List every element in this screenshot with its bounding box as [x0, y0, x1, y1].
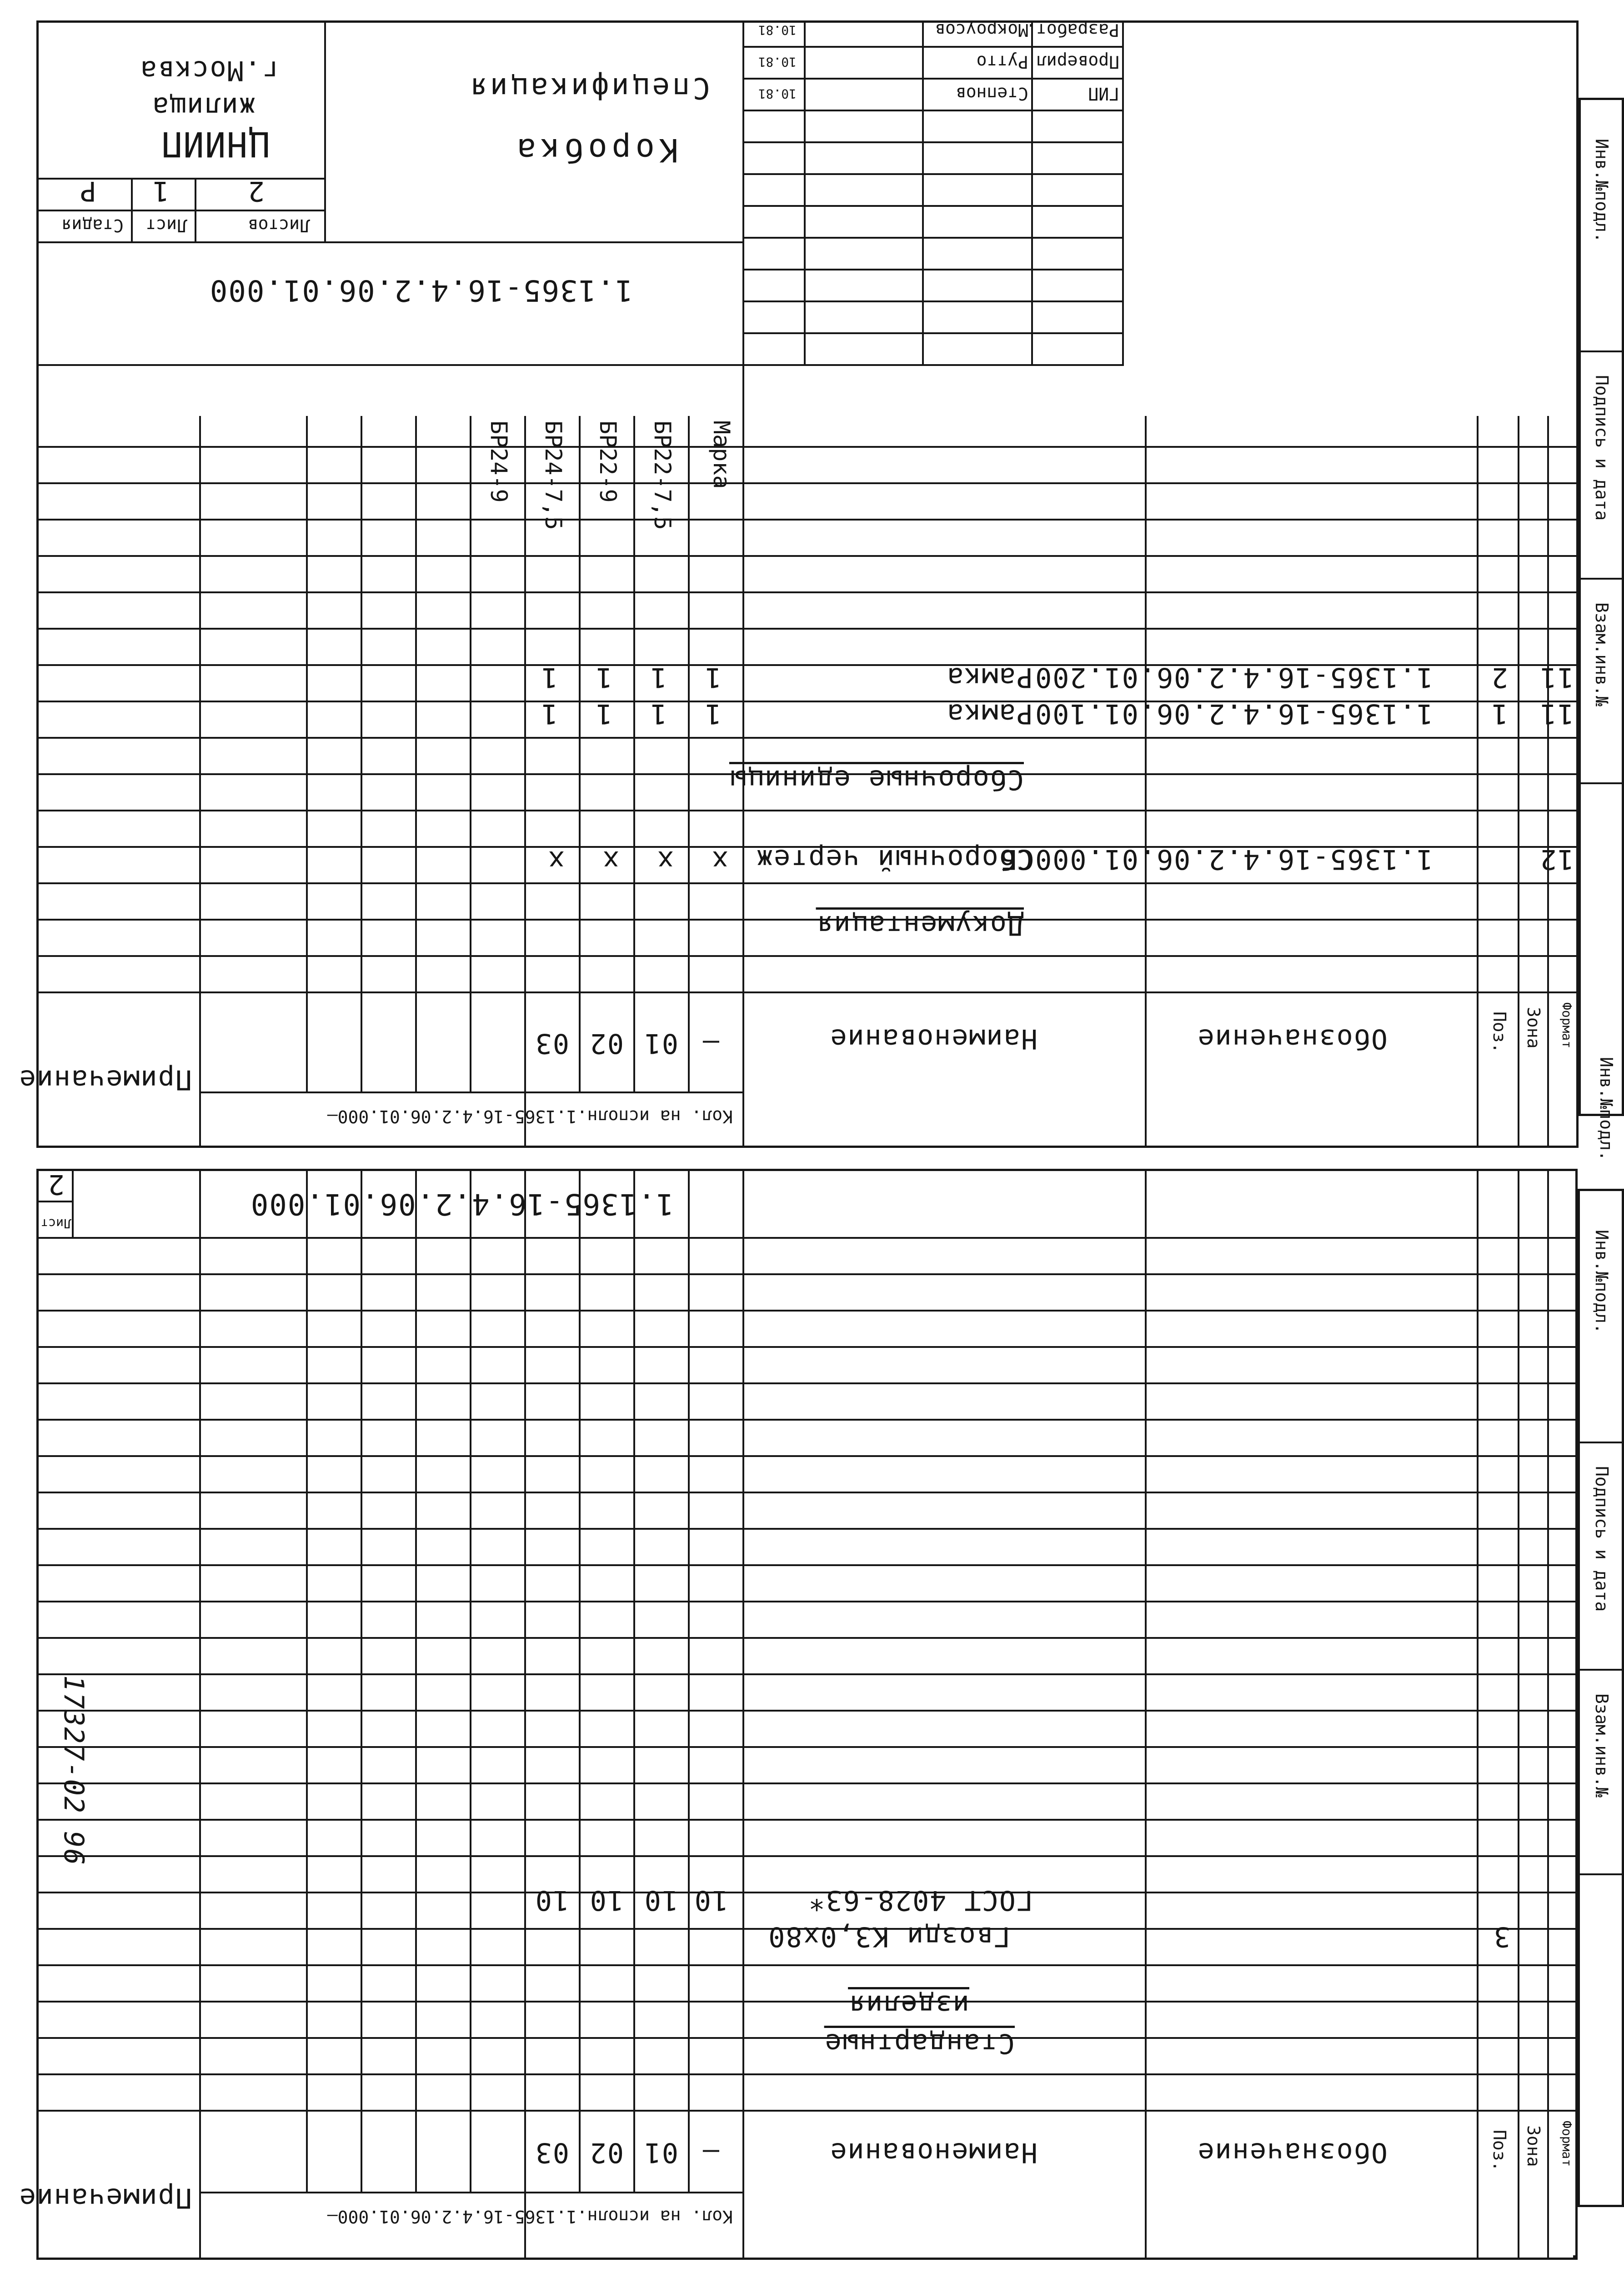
col-name: [742, 1169, 744, 2260]
row-line: [36, 919, 1579, 921]
variant-header: 02: [589, 2137, 624, 2168]
col-v7: [361, 416, 362, 1093]
sig-date: 10.81: [758, 55, 797, 70]
row-designation: 1.1365-16.4.2.06.01.000СБ: [999, 843, 1433, 875]
variant-header: 01: [643, 1027, 678, 1059]
row-line: [36, 810, 1579, 811]
sig-line: [744, 110, 1124, 111]
designation-header: Обозначение: [1197, 1023, 1388, 1055]
row-qty: 1: [540, 698, 558, 730]
row-line: [36, 1346, 1578, 1348]
row-qty: 10: [589, 1884, 624, 1916]
section-standard: Стандартные: [824, 2028, 1015, 2059]
inv-repl-label: Взам.инв.№: [1592, 1693, 1612, 1797]
row-pos: 1: [1490, 698, 1508, 730]
sig-date: 10.81: [758, 86, 797, 101]
row-line: [36, 1819, 1578, 1821]
col-pos: [1477, 1169, 1479, 2260]
row-line: [36, 1419, 1578, 1421]
row-designation: 1.1365-16.4.2.06.01.100: [1034, 698, 1433, 730]
row-line: [36, 2037, 1578, 2039]
row-pos: 3: [1493, 1921, 1510, 1953]
row-mark: x: [656, 845, 674, 876]
sheet-no-label: Лист: [40, 1216, 71, 1231]
org-line-3: г.Москва: [140, 55, 278, 86]
stage-col: [195, 180, 196, 243]
stamp-line: [1578, 1669, 1624, 1671]
brand-header: Марка: [708, 421, 735, 489]
stamp-line: [1579, 350, 1624, 352]
col-v6: [415, 1169, 417, 2193]
row-line: [36, 1528, 1578, 1530]
row-line: [36, 1964, 1578, 1966]
header-row-line: [36, 991, 1579, 993]
row-line: [36, 591, 1579, 593]
col-v7: [361, 1169, 362, 2193]
row-line: [36, 1382, 1578, 1384]
stamp-line: [1578, 1442, 1624, 1443]
variant-header: —: [702, 1027, 719, 1059]
col-v1: [688, 1169, 690, 2193]
section-assemblies: Сборочные единицы: [729, 764, 1024, 796]
qty-header: Кол. на исполн.1.1365-16.4.2.06.01.000—: [327, 1106, 733, 1126]
note-header: Примечание: [18, 1064, 192, 1096]
row-line: [36, 1637, 1578, 1639]
row-line: [36, 1710, 1578, 1712]
stamp-line: [1578, 1873, 1624, 1875]
sig-name: Мокроусов: [935, 20, 1028, 40]
row-line: [36, 737, 1579, 739]
sig-name: Степнов: [955, 84, 1028, 104]
row-line: [36, 2001, 1578, 2003]
variant-header: 03: [534, 2137, 569, 2168]
row-name: Сборочный чертеж: [756, 843, 1033, 875]
col-designation: [1145, 1169, 1147, 2260]
section-documentation: Документация: [816, 909, 1024, 941]
stage-label: Стадия: [61, 215, 124, 235]
col-zone: [1518, 416, 1519, 1148]
row-line: [36, 1855, 1578, 1857]
stamp-line: [1579, 578, 1624, 580]
qty-header-line: [201, 2192, 744, 2193]
sheets-value: 2: [247, 175, 265, 207]
sig-line: [744, 173, 1124, 175]
sig-line: [744, 205, 1124, 207]
inv-repl-label: Взам.инв.№: [1592, 602, 1612, 706]
row-line: [36, 482, 1579, 484]
sig-col: [922, 20, 924, 366]
title-line: [36, 241, 744, 243]
col-v5: [470, 1169, 471, 2193]
sheets-label: Листов: [247, 215, 310, 235]
brand-value: БР24-9: [486, 421, 512, 503]
col-v1: [688, 416, 690, 1093]
brand-value: БР24-7,5: [540, 421, 566, 530]
row-name: Рамка: [946, 661, 1033, 693]
sig-line: [744, 237, 1124, 239]
sig-role: Разработ.: [1026, 20, 1119, 40]
sig-role: Проверил: [1036, 52, 1119, 72]
sig-name: Рутто: [976, 52, 1028, 72]
row-name: Рамка: [946, 698, 1033, 730]
sheet-1-frame: [36, 1169, 1578, 2260]
col-designation: [1145, 416, 1147, 1148]
format-header: Формат: [1559, 2121, 1574, 2167]
sig-line: [744, 78, 1124, 80]
stage-line: [36, 210, 326, 211]
zone-header: Зона: [1524, 1007, 1544, 1049]
col-v2: [633, 416, 635, 1093]
row-line: [36, 1455, 1578, 1457]
row-mark: x: [547, 845, 565, 876]
sig-role: ГИП: [1088, 84, 1119, 104]
row-line: [36, 882, 1579, 884]
row-qty: 1: [540, 661, 558, 693]
zone-header: Зона: [1524, 2125, 1544, 2167]
pos-header: Поз.: [1489, 1011, 1509, 1053]
name-header: Наименование: [829, 1023, 1038, 1055]
name-header: Наименование: [829, 2137, 1038, 2168]
title-block-left: [1122, 20, 1124, 366]
brand-value: БР22-7,5: [649, 421, 676, 530]
row-line: [36, 1273, 1578, 1275]
col-v8: [306, 416, 308, 1093]
row-line: [36, 1601, 1578, 1602]
row-line: [36, 2073, 1578, 2075]
row-qty: 1: [595, 698, 612, 730]
row-qty: 10: [534, 1884, 569, 1916]
stamp-line: [1579, 782, 1624, 784]
row-pos: 2: [1490, 661, 1508, 693]
sheet-2-frame: [36, 20, 1579, 1148]
sheet-value: 1: [151, 175, 169, 207]
title-name: Коробка: [512, 131, 678, 169]
row-line: [36, 555, 1579, 557]
row-line: [36, 1782, 1578, 1784]
col-v8: [306, 1169, 308, 2193]
variant-header: 02: [589, 1027, 624, 1059]
title-subtitle: Спецификация: [467, 71, 710, 105]
designation-header: Обозначение: [1197, 2137, 1388, 2168]
col-v3: [579, 1169, 581, 2193]
sign-date-label: Подпись и дата: [1592, 375, 1612, 521]
variant-header: 03: [534, 1027, 569, 1059]
sig-line: [744, 141, 1124, 143]
row-line: [36, 1492, 1578, 1493]
row-format: 11: [1539, 698, 1574, 730]
sheet-label: Лист: [145, 215, 187, 235]
sheet-no: 2: [47, 1168, 65, 1200]
row-line: [36, 446, 1579, 448]
qty-header: Кол. на исполн.1.1365-16.4.2.06.01.000—: [327, 2207, 733, 2227]
row-qty: 10: [643, 1884, 678, 1916]
brand-value: БР22-9: [595, 421, 621, 503]
title-block-top: [36, 364, 1124, 366]
org-line-2: жилища: [151, 91, 256, 123]
col-v5: [470, 416, 471, 1093]
sig-line: [744, 269, 1124, 270]
inv-orig-label: Инв.№подл.: [1592, 1230, 1612, 1334]
col-note: [199, 1169, 201, 2260]
row-name: ГОСТ 4028-63*: [807, 1884, 1033, 1916]
row-line: [36, 1310, 1578, 1312]
stage-value: Р: [79, 175, 96, 207]
top-inv-orig: Инв.№подл.: [1596, 1057, 1616, 1161]
row-format: 11: [1539, 661, 1574, 693]
sig-date: 10.81: [758, 23, 797, 38]
col-v4: [524, 1169, 526, 2260]
format-header: Формат: [1559, 1002, 1574, 1049]
row-qty: 1: [649, 661, 667, 693]
title-doc-code: 1.1365-16.4.2.06.01.000: [209, 273, 633, 307]
row-line: [36, 1746, 1578, 1748]
row-format: 12: [1539, 843, 1574, 875]
stage-col: [131, 180, 133, 243]
sig-line: [744, 300, 1124, 302]
title-block-mid: [742, 20, 744, 366]
col-zone: [1518, 1169, 1519, 2260]
section-items: изделия: [848, 1989, 969, 2021]
row-line: [36, 1564, 1578, 1566]
row-mark: x: [711, 845, 728, 876]
pos-header: Поз.: [1489, 2130, 1509, 2172]
note-header: Примечание: [18, 2182, 192, 2214]
margin-note: 17327-02 96: [58, 1675, 90, 1866]
qty-header-line: [201, 1091, 744, 1093]
sign-date-label: Подпись и дата: [1592, 1466, 1612, 1612]
col-format: [1547, 416, 1549, 1148]
sig-line: [744, 46, 1124, 48]
row-line: [36, 1892, 1578, 1893]
col-v4: [524, 416, 526, 1148]
sheet-no-line: [36, 1201, 74, 1202]
sig-line: [744, 332, 1124, 334]
row-qty: 1: [649, 698, 667, 730]
header-row-line: [36, 2110, 1578, 2112]
col-pos: [1477, 416, 1479, 1148]
code-strip-divider: [742, 1169, 744, 1239]
org-line-1: ЦНИИП: [160, 124, 269, 165]
col-v3: [579, 416, 581, 1093]
col-note: [199, 416, 201, 1148]
row-qty: 1: [704, 698, 722, 730]
code-strip-line: [36, 1237, 1578, 1239]
sheet-no-divider: [72, 1169, 74, 1239]
inv-orig-label: Инв.№подл.: [1592, 139, 1612, 243]
col-v6: [415, 416, 417, 1093]
row-mark: x: [601, 845, 619, 876]
col-format: [1547, 1169, 1549, 2260]
row-qty: 10: [693, 1884, 728, 1916]
row-designation: 1.1365-16.4.2.06.01.200: [1034, 661, 1433, 693]
variant-header: —: [702, 2137, 719, 2168]
row-qty: 1: [704, 661, 722, 693]
row-line: [36, 628, 1579, 630]
doc-code: 1.1365-16.4.2.06.01.000: [250, 1187, 674, 1221]
row-line: [36, 955, 1579, 957]
spacer: [1573, 2255, 1578, 2260]
row-name: Гвозди К3,0х80: [767, 1921, 1010, 1953]
col-v2: [633, 1169, 635, 2193]
variant-header: 01: [643, 2137, 678, 2168]
row-line: [36, 1673, 1578, 1675]
row-qty: 1: [595, 661, 612, 693]
sig-col: [1031, 20, 1033, 366]
sig-col: [804, 20, 806, 366]
